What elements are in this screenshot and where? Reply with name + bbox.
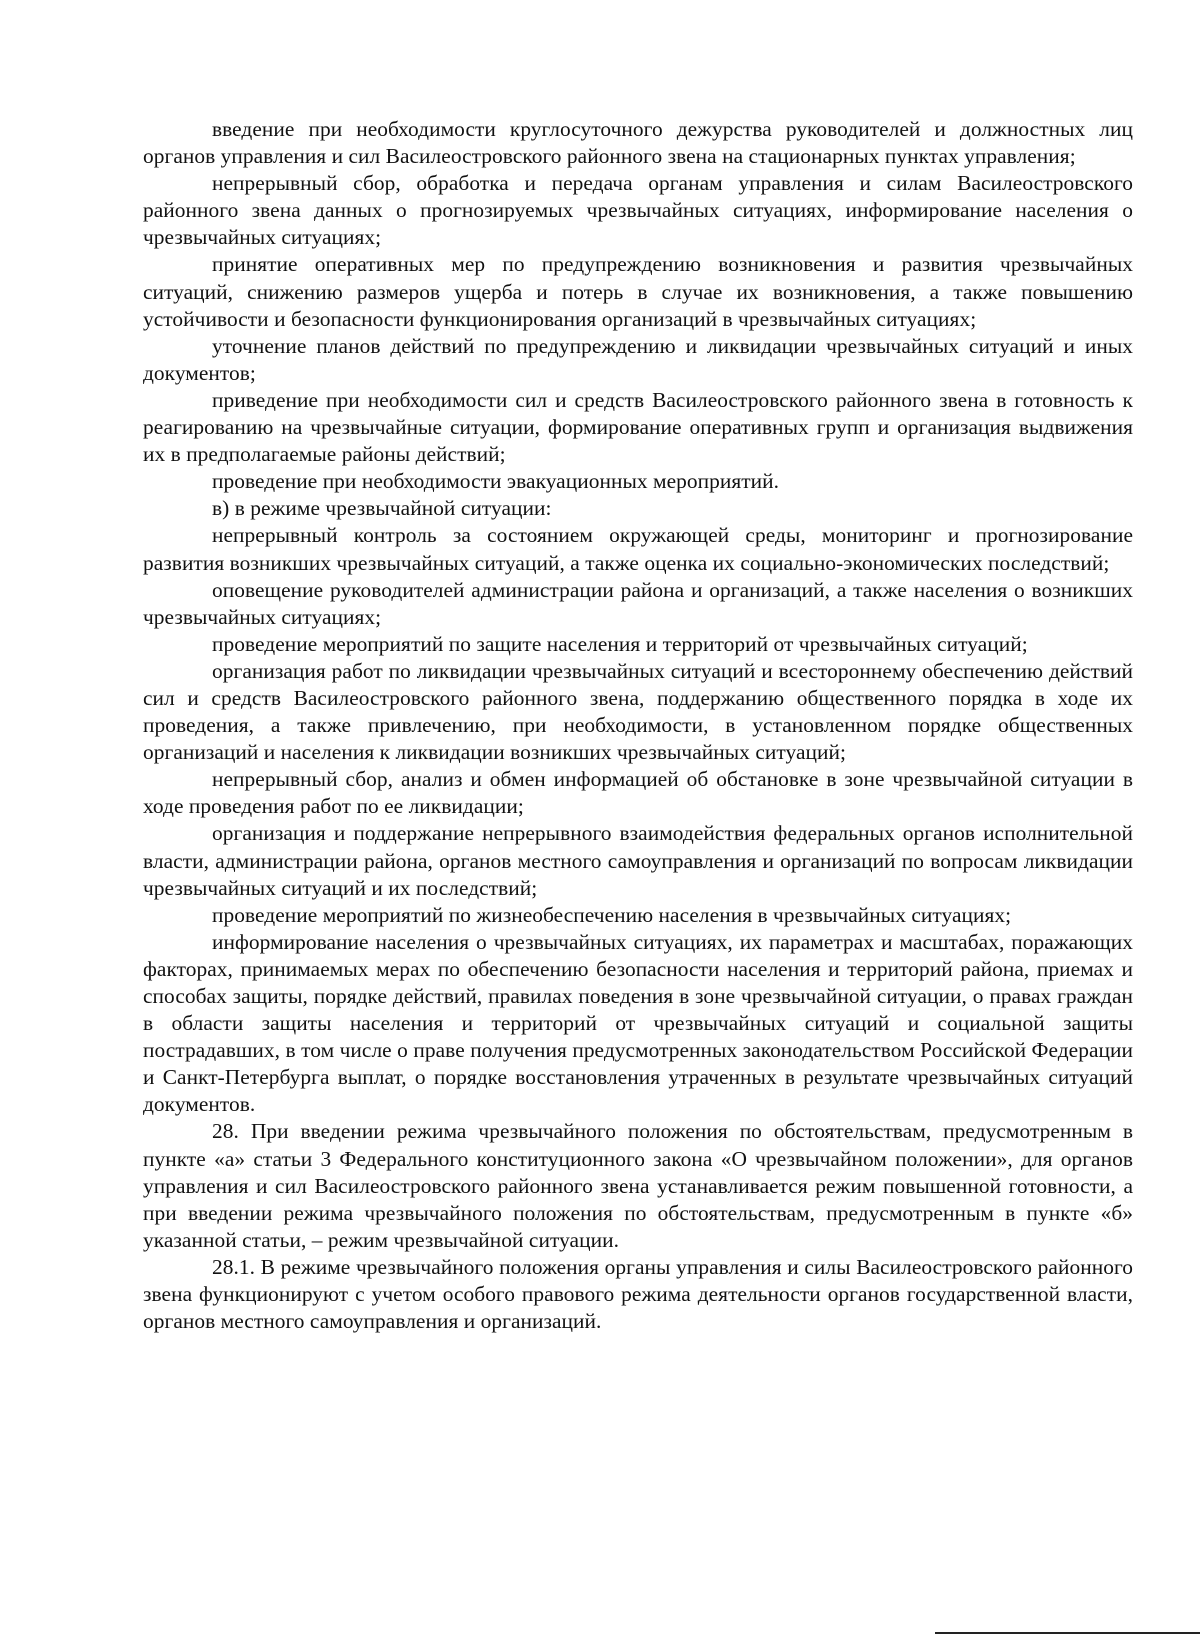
paragraph-interaction: организация и поддержание непрерывного взаимодействия федеральных органов исполнительной власти, администрации района, органов местного самоуправления и организаций по вопросам ликвидации чрезвычайных ситуаций и их последствий; [143, 821, 1133, 900]
bottom-right-rule [935, 1632, 1200, 1634]
paragraph-public-information: информирование населения о чрезвычайных ситуациях, их параметрах и масштабах, поражающих факторах, принимаемых мерах по обеспечению безопасности населения и территорий района, приемах и способах защиты, порядке действий, правилах поведения в зоне чрезвычайной ситуации, о правах граждан в области защиты населения и территорий от чрезвычайных ситуаций и социальной защиты пострадавших, в том числе о праве получения предусмотренных законодательством Российской Федерации и Санкт-Петербурга выплат, о порядке восстановления утраченных в результате чрезвычайных ситуаций документов. [143, 929, 1133, 1117]
paragraph-emergency-mode-heading: в) в режиме чрезвычайной ситуации: [212, 496, 552, 521]
paragraph-population-protection: проведение мероприятий по защите населения и территорий от чрезвычайных ситуаций; [212, 631, 1028, 656]
paragraph-section-28-1: 28.1. В режиме чрезвычайного положения органы управления и силы Василеостровского районного звена функционируют с учетом особого правового режима деятельности органов государственной власти, органов местного самоуправления и организаций. [143, 1254, 1133, 1334]
paragraph-continuous-data-collection: непрерывный сбор, обработка и передача органам управления и силам Василеостровского районного звена данных о прогнозируемых чрезвычайных ситуациях, информирование населения о чрезвычайных ситуациях; [143, 171, 1133, 250]
paragraph-environment-monitoring: непрерывный контроль за состоянием окружающей среды, мониторинг и прогнозирование развития возникших чрезвычайных ситуаций, а также оценка их социально-экономических последствий; [143, 523, 1133, 575]
paragraph-plan-refinement: уточнение планов действий по предупреждению и ликвидации чрезвычайных ситуаций и иных документов; [143, 333, 1133, 385]
paragraph-operational-measures: принятие оперативных мер по предупреждению возникновения и развития чрезвычайных ситуаций, снижению размеров ущерба и потерь в случае их возникновения, а также повышению устойчивости и безопасности функционирования организаций в чрезвычайных ситуациях; [143, 252, 1133, 331]
paragraph-notification: оповещение руководителей администрации района и организаций, а также населения о возникших чрезвычайных ситуациях; [143, 577, 1133, 629]
paragraph-section-28: 28. При введении режима чрезвычайного положения по обстоятельствам, предусмотренным в пункте «а» статьи 3 Федерального конституционного закона «О чрезвычайном положении», для органов управления и сил Василеостровского районного звена устанавливается режим повышенной готовности, а при введении режима чрезвычайного положения по обстоятельствам, предусмотренным в пункте «б» указанной статьи, – режим чрезвычайной ситуации. [143, 1119, 1133, 1252]
paragraph-liquidation-works: организация работ по ликвидации чрезвычайных ситуаций и всестороннему обеспечению действий сил и средств Василеостровского районного звена, поддержанию общественного порядка в ходе их проведения, а также привлечению, при необходимости, в установленном порядке общественных организаций и населения к ликвидации возникших чрезвычайных ситуаций; [143, 658, 1133, 765]
paragraph-round-the-clock-duty: введение при необходимости круглосуточного дежурства руководителей и должностных лиц органов управления и сил Василеостровского районного звена на стационарных пунктах управления; [143, 117, 1133, 169]
paragraph-forces-readiness: приведение при необходимости сил и средств Василеостровского районного звена в готовность к реагированию на чрезвычайные ситуации, формирование оперативных групп и организация выдвижения их в предполагаемые районы действий; [143, 387, 1133, 467]
paragraph-information-exchange: непрерывный сбор, анализ и обмен информацией об обстановке в зоне чрезвычайной ситуации в ходе проведения работ по ее ликвидации; [143, 767, 1133, 819]
paragraph-evacuation: проведение при необходимости эвакуационных мероприятий. [212, 469, 780, 494]
document-body [143, 116, 1133, 1335]
paragraph-life-support: проведение мероприятий по жизнеобеспечению населения в чрезвычайных ситуациях; [212, 902, 1012, 927]
